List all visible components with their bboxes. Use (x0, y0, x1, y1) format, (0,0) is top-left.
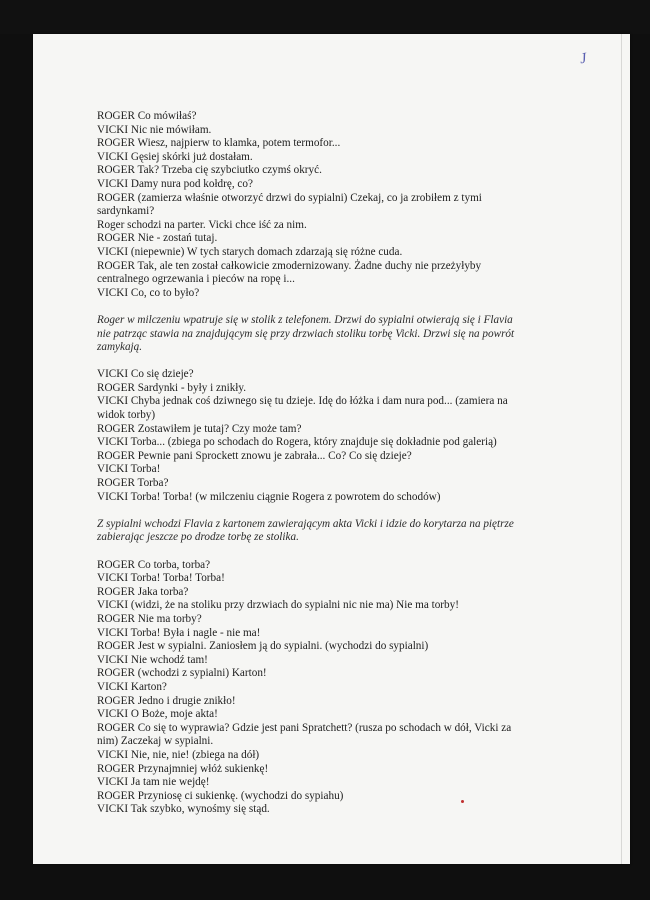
dialogue-line: VICKI Torba! Była i nagle - nie ma! (97, 626, 261, 639)
dialogue-line: ROGER Przynajmniej włóż sukienkę! (97, 762, 269, 775)
dialogue-line: VICKI Co się dzieje? (97, 368, 194, 381)
dialogue-line: VICKI Karton? (97, 680, 167, 693)
dialogue-line: ROGER Zostawiłem je tutaj? Czy może tam? (97, 422, 302, 435)
dialogue-line: ROGER Nie - zostań tutaj. (97, 232, 218, 245)
paper-fold-line (621, 34, 622, 864)
dialogue-line: ROGER Jaka torba? (97, 585, 189, 598)
dialogue-line: ROGER Jest w sypialni. Zaniosłem ją do sypialni. (wychodzi do sypialni) (97, 640, 429, 653)
dialogue-line: VICKI Gęsiej skórki już dostałam. (97, 150, 253, 163)
dialogue-line: ROGER Co się to wyprawia? Gdzie jest pani Spratchett? (rusza po schodach w dół, Vicki za nim) Zaczekaj w sypialni. (97, 721, 512, 748)
dialogue-line: Roger schodzi na parter. Vicki chce iść za nim. (97, 218, 307, 231)
dialogue-line: VICKI (widzi, że na stoliku przy drzwiach do sypialni nic nie ma) Nie ma torby! (97, 599, 459, 612)
handwritten-page-mark: J (578, 50, 588, 68)
scan-background (0, 0, 650, 34)
stage-direction: Roger w milczeniu wpatruje się w stolik z telefonem. Drzwi do sypialni otwierają się i Flavia nie patrząc stawia na znajdującym się przy drzwiach stoliku torbę Vicki. Drzwi się na powrót zamykają. (97, 313, 515, 354)
stage-direction: Z sypialni wchodzi Flavia z kartonem zawierającym akta Vicki i idzie do korytarza na piętrze zabierając jeszcze po drodze torbę ze stolika. (97, 517, 514, 544)
dialogue-line: ROGER Tak? Trzeba cię szybciutko czymś okryć. (97, 164, 322, 177)
dialogue-line: VICKI Ja tam nie wejdę! (97, 776, 210, 789)
paragraph-gap (97, 504, 527, 518)
dialogue-line: ROGER Nie ma torby? (97, 612, 202, 625)
dialogue-line: VICKI (niepewnie) W tych starych domach zdarzają się różne cuda. (97, 245, 403, 258)
dialogue-line: ROGER (wchodzi z sypialni) Karton! (97, 667, 267, 680)
dialogue-line: ROGER Torba? (97, 477, 169, 490)
dialogue-line: ROGER Pewnie pani Sprockett znowu je zabrała... Co? Co się dzieje? (97, 449, 412, 462)
dialogue-line: VICKI Nie, nie, nie! (zbiega na dół) (97, 748, 260, 761)
dialogue-line: VICKI O Boże, moje akta! (97, 708, 218, 721)
dialogue-line: VICKI Torba! (97, 463, 161, 476)
dialogue-line: VICKI Tak szybko, wynośmy się stąd. (97, 803, 270, 816)
paragraph-gap (97, 300, 527, 314)
dialogue-line: ROGER Co torba, torba? (97, 558, 211, 571)
dialogue-line: VICKI Torba! Torba! (w milczeniu ciągnie Rogera z powrotem do schodów) (97, 490, 441, 503)
dialogue-line: ROGER Co mówiłaś? (97, 110, 197, 122)
dialogue-line: VICKI Nie wchodź tam! (97, 653, 208, 666)
dialogue-line: VICKI Chyba jednak coś dziwnego się tu dzieje. Idę do łóżka i dam nura pod... (zamiera na widok torby) (97, 395, 508, 422)
dialogue-line: ROGER Tak, ale ten został całkowicie zmodernizowany. Żadne duchy nie przeżyłyby centralnego ogrzewania i pieców na ropę i... (97, 259, 482, 286)
dialogue-line: ROGER (zamierza właśnie otworzyć drzwi do sypialni) Czekaj, co ja zrobiłem z tymi sardynkami? (97, 191, 482, 218)
dialogue-line: VICKI Nic nie mówiłam. (97, 123, 212, 136)
paragraph-gap (97, 545, 527, 559)
dialogue-line: ROGER Jedno i drugie znikło! (97, 694, 236, 707)
dialogue-line: VICKI Damy nura pod kołdrę, co? (97, 177, 253, 190)
dialogue-line: ROGER Wiesz, najpierw to klamka, potem termofor... (97, 137, 341, 150)
dialogue-line: VICKI Torba! Torba! Torba! (97, 572, 225, 585)
dialogue-line: ROGER Sardynki - były i znikły. (97, 381, 247, 394)
dialogue-line: VICKI Torba... (zbiega po schodach do Rogera, który znajduje się dokładnie pod galerią) (97, 436, 497, 449)
dialogue-line: ROGER Przyniosę ci sukienkę. (wychodzi do sypiahu) (97, 789, 344, 802)
script-text-body (97, 110, 527, 817)
paragraph-gap (97, 355, 527, 369)
dialogue-line: VICKI Co, co to było? (97, 286, 200, 299)
